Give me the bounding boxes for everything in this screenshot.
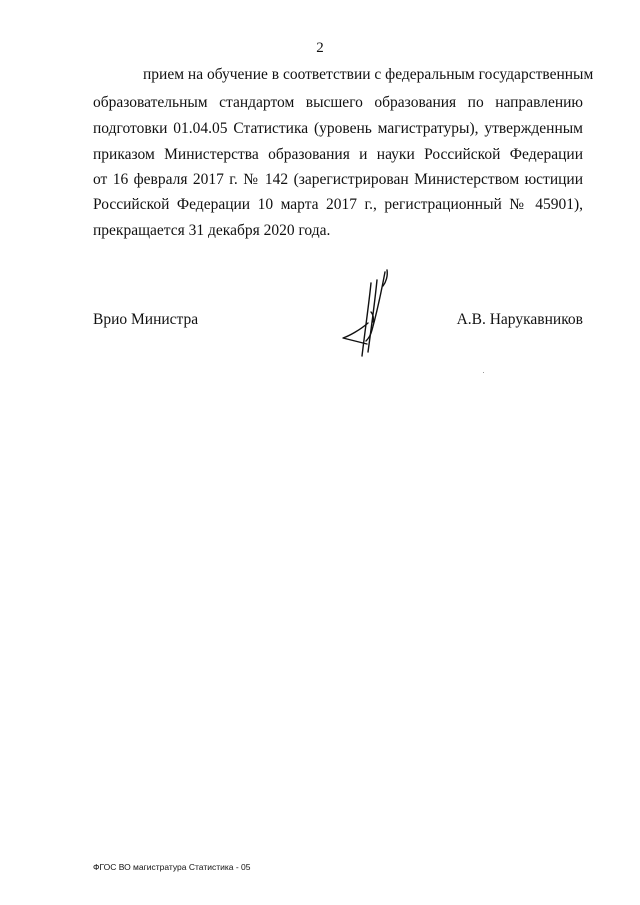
body-line-2: образовательным стандартом высшего образования по направлению <box>93 94 583 111</box>
signer-name: А.В. Нарукавников <box>456 311 583 328</box>
signer-title: Врио Министра <box>93 311 199 328</box>
body-line-3: подготовки 01.04.05 Статистика (уровень магистратуры), утвержденным <box>93 120 583 137</box>
scan-speck <box>483 372 484 373</box>
body-line-4: приказом Министерства образования и науки Российской Федерации <box>93 146 583 163</box>
body-line-6: Российской Федерации 10 марта 2017 г., регистрационный № 45901), <box>93 196 583 213</box>
footer-document-code: ФГОС ВО магистратура Статистика - 05 <box>93 862 251 872</box>
handwritten-signature <box>335 268 405 363</box>
body-line-7: прекращается 31 декабря 2020 года. <box>93 222 331 239</box>
page-number: 2 <box>316 40 324 56</box>
body-line-1: прием на обучение в соответствии с федеральным государственным <box>143 66 594 83</box>
body-line-5: от 16 февраля 2017 г. № 142 (зарегистрирован Министерством юстиции <box>93 171 583 188</box>
